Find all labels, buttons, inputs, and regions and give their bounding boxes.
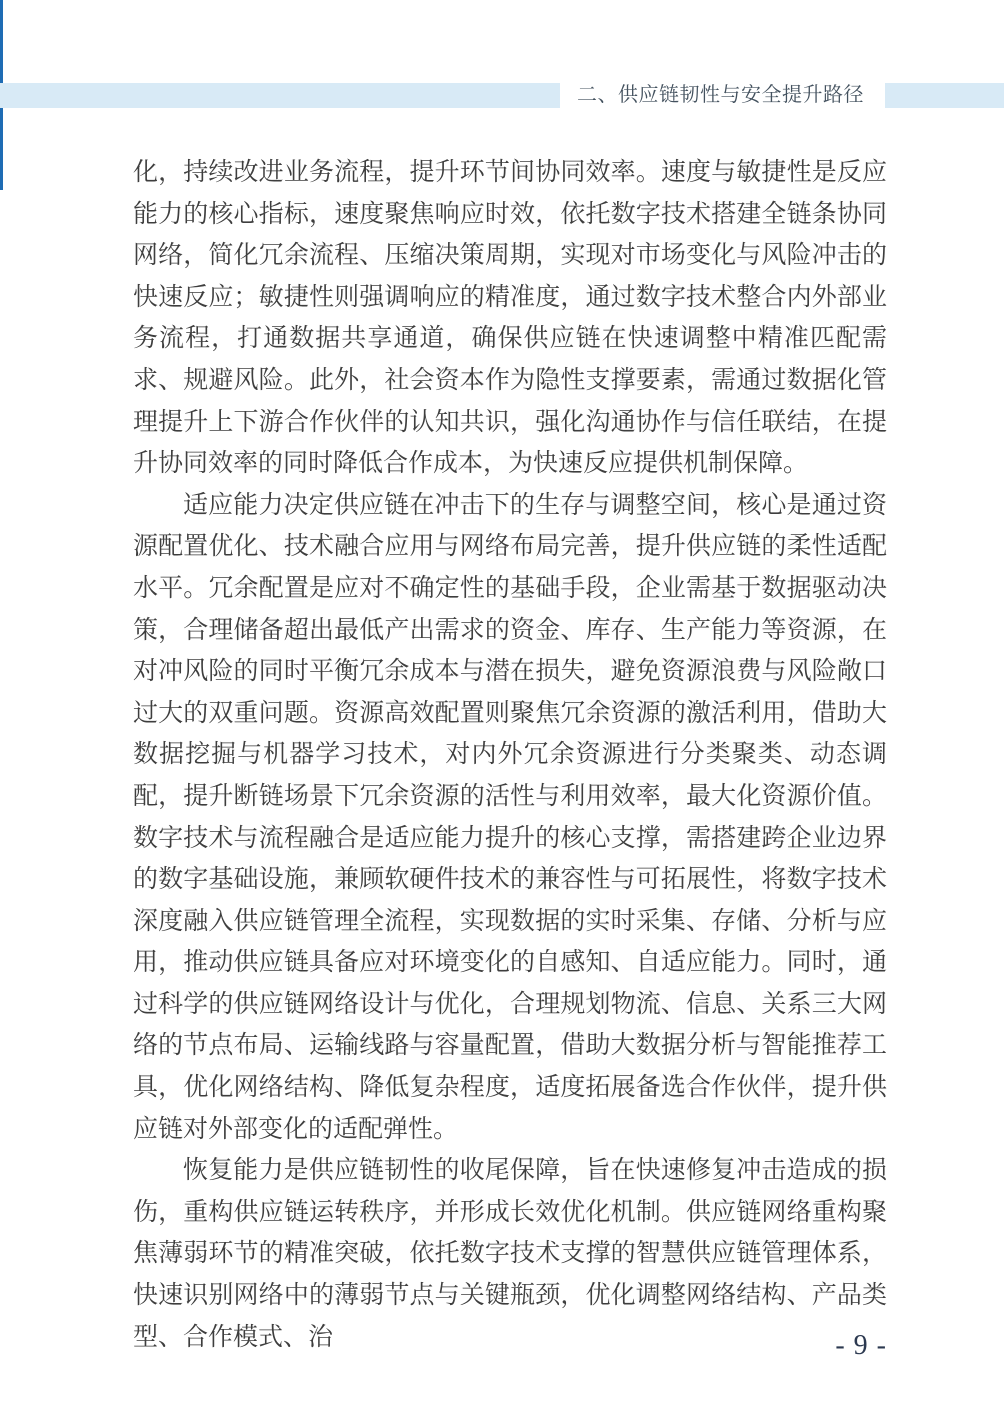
paragraph-continuation: 化，持续改进业务流程，提升环节间协同效率。速度与敏捷性是反应能力的核心指标，速度聚焦响应时效，依托数字技术搭建全链条协同网络，简化冗余流程、压缩决策周期，实现对市场变化与风险冲击的快速反应；敏捷性则强调响应的精准度，通过数字技术整合内外部业务流程，打通数据共享通道，确保供应链在快速调整中精准匹配需求、规避风险。此外，社会资本作为隐性支撑要素，需通过数据化管理提升上下游合作伙伴的认知共识，强化沟通协作与信任联结，在提升协同效率的同时降低合作成本，为快速反应提供机制保障。 (133, 158, 887, 478)
page-header (0, 83, 1004, 108)
header-rule-right (885, 83, 1004, 108)
running-header-title: 二、供应链韧性与安全提升路径 (577, 84, 864, 106)
body-text-block (133, 152, 887, 1358)
page-number: - 9 - (835, 1330, 887, 1361)
header-rule-left (0, 83, 560, 108)
paragraph-adaptive-capacity: 适应能力决定供应链在冲击下的生存与调整空间，核心是通过资源配置优化、技术融合应用与网络布局完善，提升供应链的柔性适配水平。冗余配置是应对不确定性的基础手段，企业需基于数据驱动决策，合理储备超出最低产出需求的资金、库存、生产能力等资源，在对冲风险的同时平衡冗余成本与潜在损失，避免资源浪费与风险敞口过大的双重问题。资源高效配置则聚焦冗余资源的激活利用，借助大数据挖掘与机器学习技术，对内外冗余资源进行分类聚类、动态调配，提升断链场景下冗余资源的活性与利用效率，最大化资源价值。数字技术与流程融合是适应能力提升的核心支撑，需搭建跨企业边界的数字基础设施，兼顾软硬件技术的兼容性与可拓展性，将数字技术深度融入供应链管理全流程，实现数据的实时采集、存储、分析与应用，推动供应链具备应对环境变化的自感知、自适应能力。同时，通过科学的供应链网络设计与优化，合理规划物流、信息、关系三大网络的节点布局、运输线路与容量配置，借助大数据分析与智能推荐工具，优化网络结构、降低复杂程度，适度拓展备选合作伙伴，提升供应链对外部变化的适配弹性。 (133, 490, 887, 1143)
paragraph-recovery-capacity: 恢复能力是供应链韧性的收尾保障，旨在快速修复冲击造成的损伤，重构供应链运转秩序，并形成长效优化机制。供应链网络重构聚焦薄弱环节的精准突破，依托数字技术支撑的智慧供应链管理体系，快速识别网络中的薄弱节点与关键瓶颈，优化调整网络结构、产品类型、合作模式、治 (133, 1156, 887, 1351)
